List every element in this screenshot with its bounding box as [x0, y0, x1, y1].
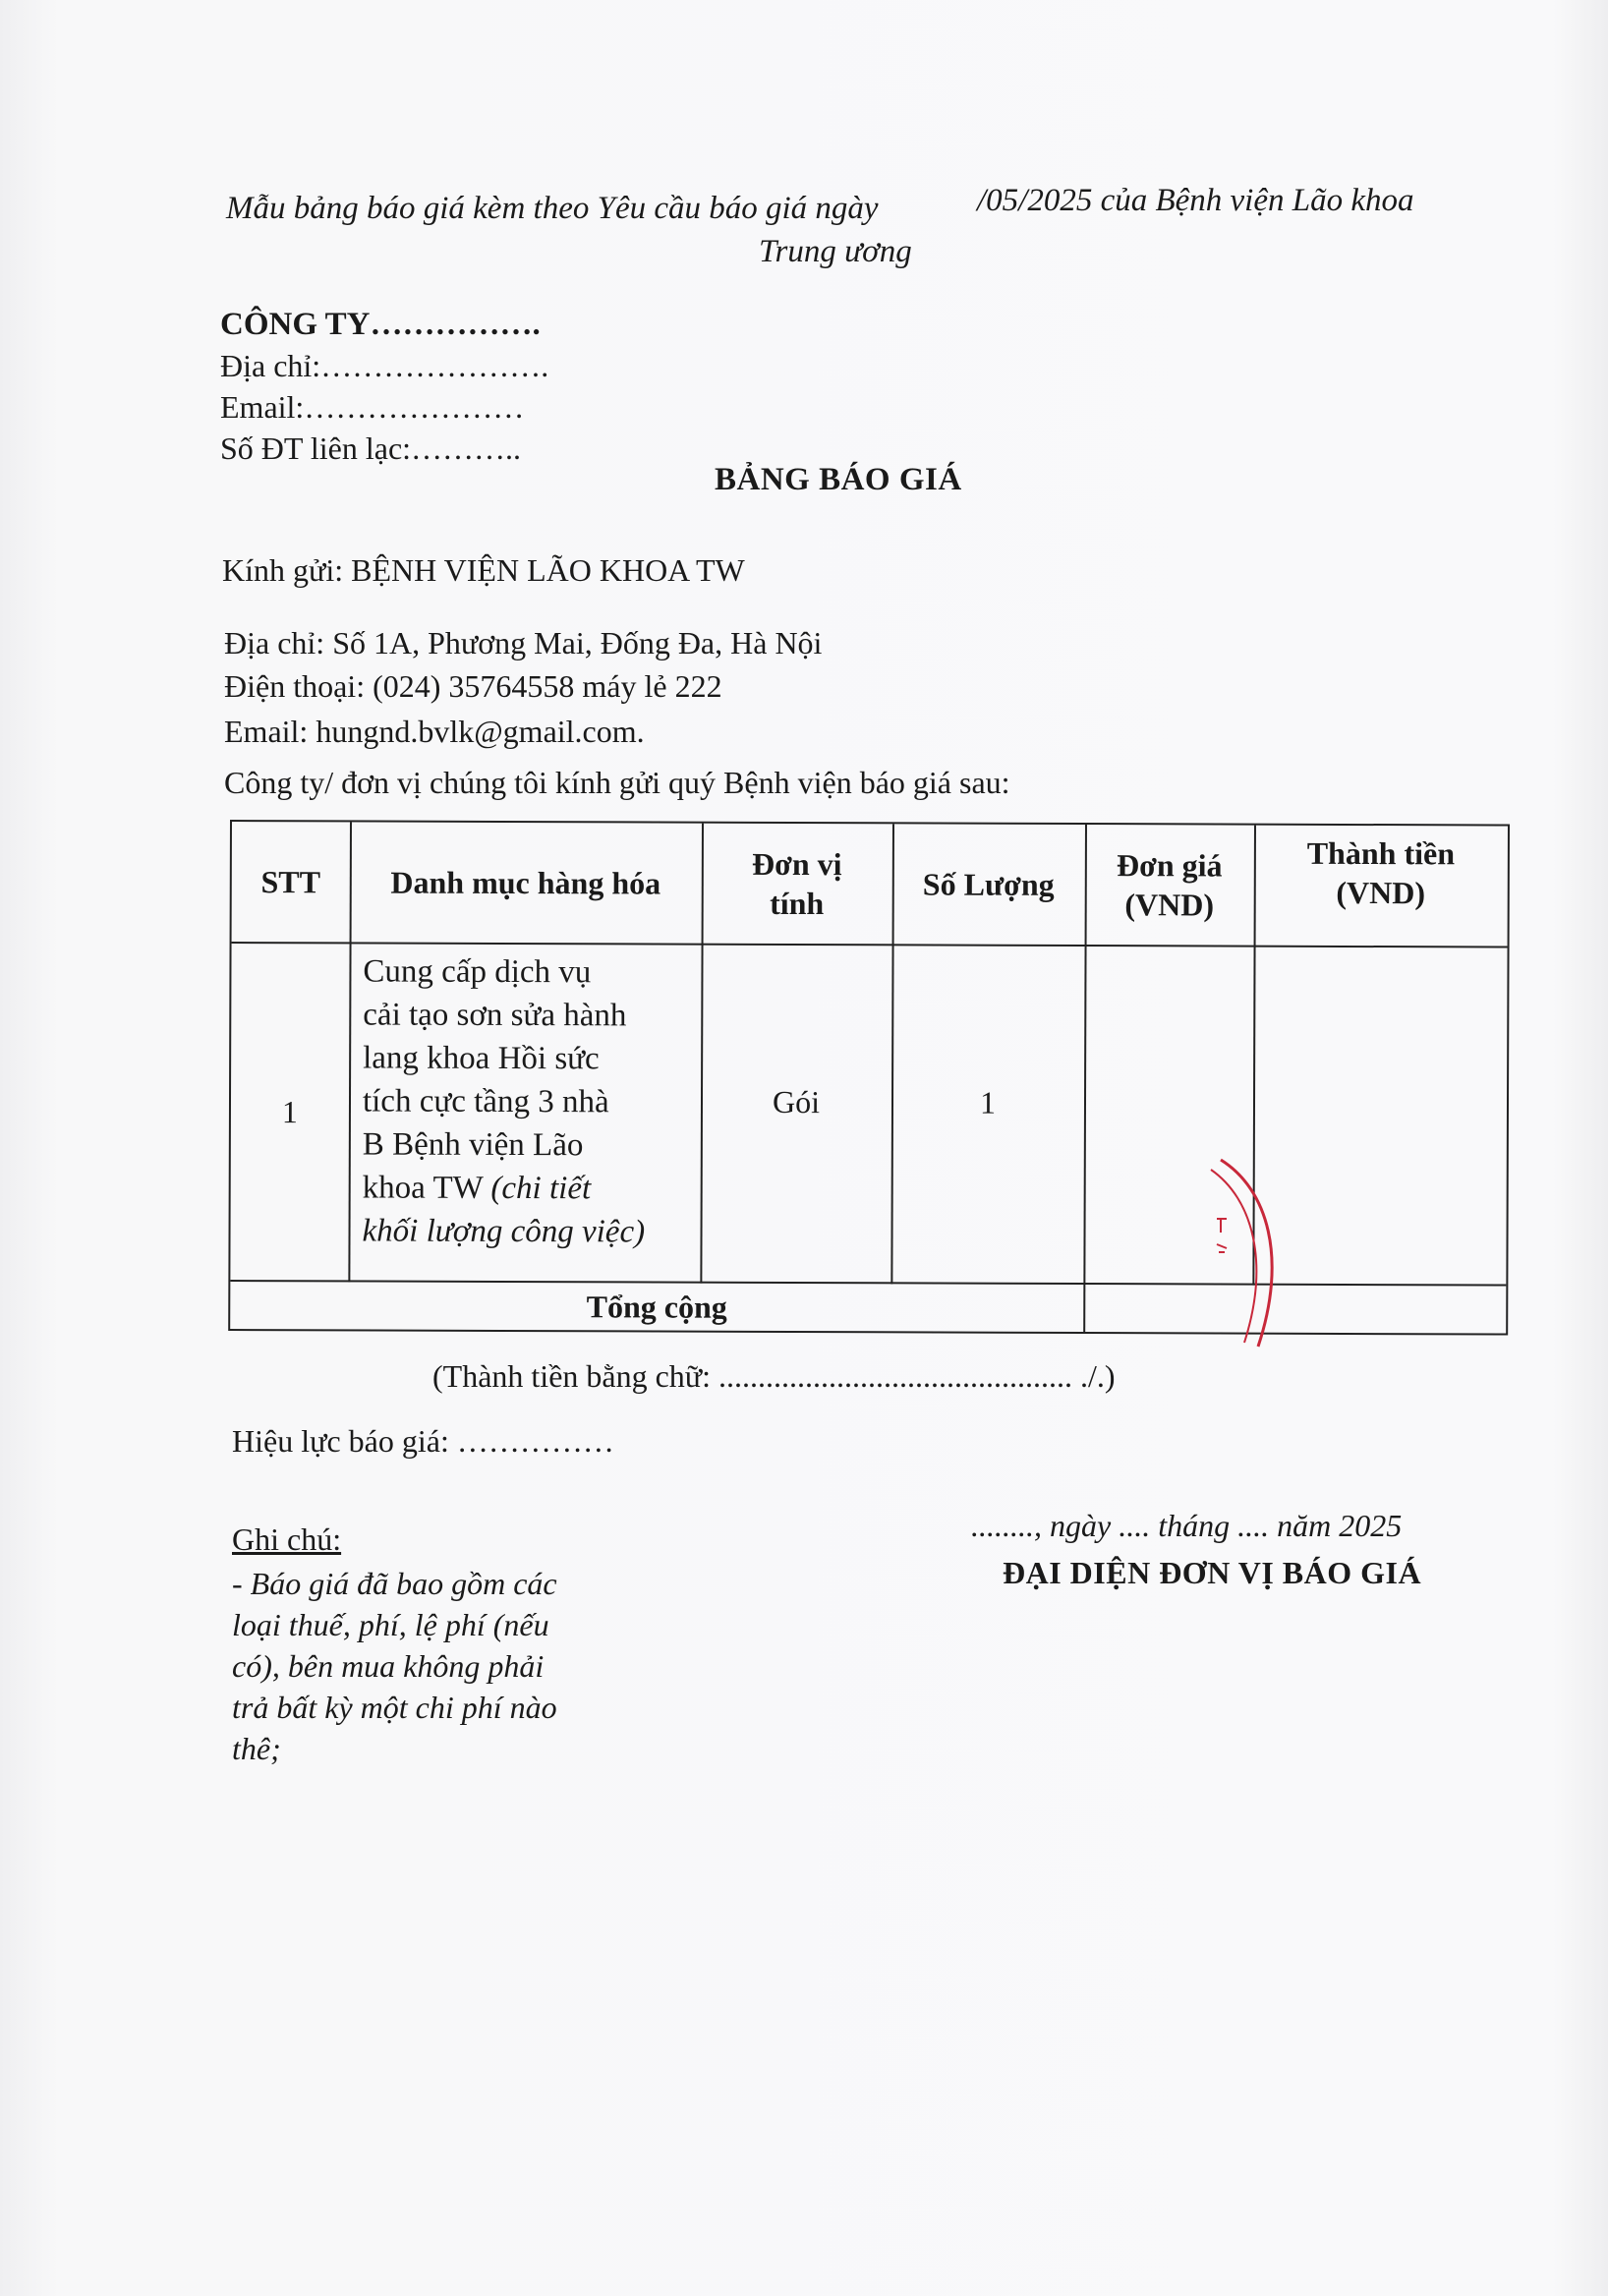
recipient-address: Địa chỉ: Số 1A, Phương Mai, Đống Đa, Hà Nội [224, 625, 823, 660]
desc-line: lang khoa Hồi sức [363, 1040, 600, 1077]
document-title: BẢNG BÁO GIÁ [715, 462, 962, 497]
red-stamp-fragment [1199, 1150, 1317, 1366]
note-line: trả bất kỳ một chi phí nào [232, 1690, 557, 1725]
intro-line: Công ty/ đơn vị chúng tôi kính gửi quý Bệnh viện báo giá sau: [224, 765, 1010, 800]
header-total [1254, 826, 1508, 947]
total-label: Tổng cộng [586, 1289, 727, 1325]
notes-body [232, 1563, 625, 1769]
desc-line: B Bệnh viện Lão [362, 1126, 584, 1164]
desc-line: khối lượng công việc) [362, 1213, 646, 1250]
amount-in-words: (Thành tiền bằng chữ: ............................................. ./.) [432, 1358, 1116, 1394]
note-line: thê; [232, 1731, 281, 1766]
header-note-line1-right: /05/2025 của Bệnh viện Lão khoa [977, 183, 1414, 218]
header-item [350, 822, 702, 943]
company-address: Địa chỉ:…………………. [220, 348, 549, 383]
company-email: Email:………………… [220, 389, 525, 425]
row-unit: Gói [772, 1083, 821, 1119]
company-name: CÔNG TY……………. [220, 307, 541, 342]
header-unit-line1: Đơn vị [752, 845, 842, 883]
row-item-description [362, 949, 687, 1253]
company-phone: Số ĐT liên lạc:……….. [220, 430, 522, 466]
notes-label: Ghi chú: [232, 1521, 342, 1557]
total-row-label [230, 1282, 1083, 1332]
recipient-email: Email: hungnd.bvlk@gmail.com. [224, 714, 645, 749]
row-qty: 1 [979, 1084, 997, 1120]
header-qty [892, 824, 1085, 945]
stamp-arc-inner [1211, 1170, 1256, 1343]
validity-line: Hiệu lực báo giá: …………… [232, 1423, 614, 1459]
desc-line6-plain: khoa TW [362, 1170, 491, 1206]
header-stt [232, 822, 350, 942]
header-item-label: Danh mục hàng hóa [390, 864, 661, 901]
header-price [1085, 825, 1254, 946]
header-note-line1-left: Mẫu bảng báo giá kèm theo Yêu cầu báo giá ngày [226, 191, 879, 226]
stamp-arc-outer [1221, 1160, 1272, 1347]
header-unit [702, 824, 892, 945]
header-qty-label: Số Lượng [922, 866, 1055, 902]
stamp-glyph-marks [1217, 1219, 1227, 1252]
note-line: - Báo giá đã bao gồm các [232, 1566, 557, 1601]
signature-title: ĐẠI DIỆN ĐƠN VỊ BÁO GIÁ [1003, 1555, 1422, 1590]
desc-line: tích cực tầng 3 nhà [362, 1083, 609, 1120]
signature-date-line: ........, ngày .... tháng .... năm 2025 [971, 1508, 1403, 1543]
recipient-phone: Điện thoại: (024) 35764558 máy lẻ 222 [224, 668, 722, 704]
recipient-to: Kính gửi: BỆNH VIỆN LÃO KHOA TW [222, 552, 745, 588]
header-total-line1: Thành tiền [1306, 834, 1456, 872]
note-line: có), bên mua không phải [232, 1648, 545, 1684]
row-stt: 1 [281, 1093, 299, 1129]
desc-line: cải tạo sơn sửa hành [363, 997, 627, 1034]
header-unit-line2: tính [770, 885, 825, 922]
header-price-line2: (VND) [1124, 887, 1215, 923]
header-note-line2: Trung ương [759, 234, 912, 269]
desc-line [363, 1166, 687, 1210]
desc-line6-italic: (chi tiết [490, 1170, 592, 1207]
quotation-table [228, 820, 1510, 1336]
note-line: loại thuế, phí, lệ phí (nếu [232, 1607, 549, 1642]
header-stt-label: STT [260, 864, 321, 900]
desc-line: Cung cấp dịch vụ [363, 953, 592, 991]
header-total-line2: (VND) [1336, 874, 1426, 911]
header-price-line1: Đơn giá [1117, 847, 1223, 884]
